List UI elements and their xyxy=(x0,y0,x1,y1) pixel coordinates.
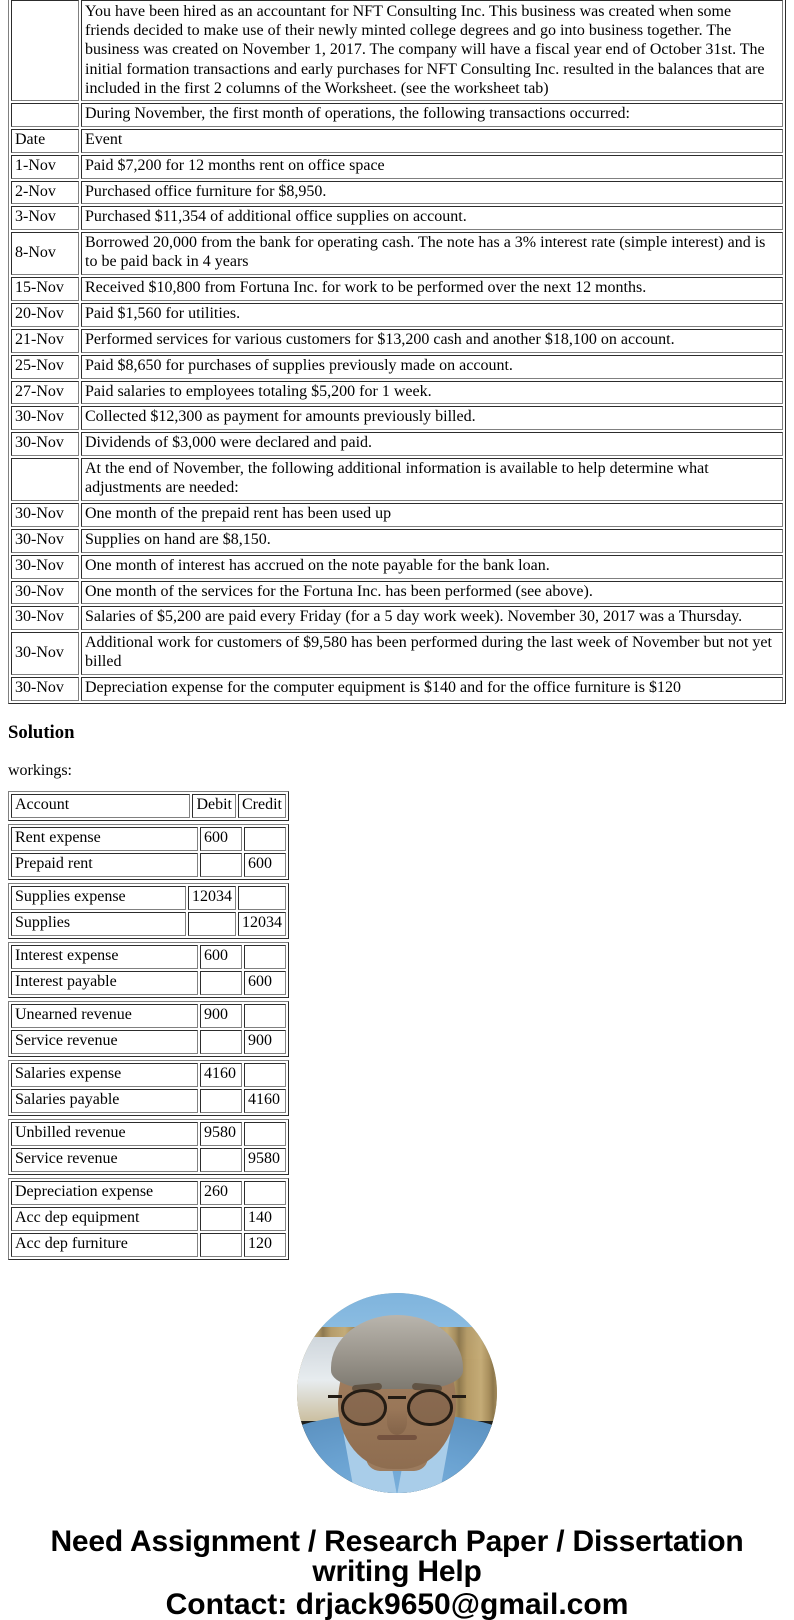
transaction-date: 2-Nov xyxy=(11,181,79,205)
journal-entry-group xyxy=(8,1001,289,1057)
avatar-glasses-temple-left xyxy=(328,1395,342,1398)
journal-account: Acc dep equipment xyxy=(11,1207,198,1231)
transaction-date: 1-Nov xyxy=(11,155,79,179)
journal-credit: 140 xyxy=(244,1207,286,1231)
adjustment-date: 30-Nov xyxy=(11,503,79,527)
journal-row xyxy=(11,1030,286,1054)
transactions-table xyxy=(8,0,786,704)
transaction-event: Borrowed 20,000 from the bank for operating cash. The note has a 3% interest rate (simple interest) and is to be paid back in 4 years xyxy=(81,232,783,275)
adjustment-date: 30-Nov xyxy=(11,529,79,553)
table-row xyxy=(11,581,783,605)
journal-row xyxy=(11,1004,286,1028)
journal-header-table xyxy=(8,791,289,821)
table-row xyxy=(11,677,783,701)
transaction-date: 30-Nov xyxy=(11,432,79,456)
journal-row xyxy=(11,945,286,969)
journal-row xyxy=(11,1089,286,1113)
adjustment-event: One month of interest has accrued on the note payable for the bank loan. xyxy=(81,555,783,579)
journal-account: Salaries expense xyxy=(11,1063,198,1087)
journal-entry-group xyxy=(8,942,289,998)
avatar xyxy=(297,1293,497,1493)
journal-row xyxy=(11,1063,286,1087)
column-header-event: Event xyxy=(81,129,783,153)
journal-credit xyxy=(238,886,286,910)
journal-entry-group xyxy=(8,1060,289,1116)
journal-account: Supplies expense xyxy=(11,886,186,910)
table-row xyxy=(11,503,783,527)
journal-entry-group xyxy=(8,824,289,880)
table-row xyxy=(11,277,783,301)
transactions-intro-text: During November, the first month of operations, the following transactions occurred: xyxy=(81,103,783,127)
journal-debit: 4160 xyxy=(200,1063,242,1087)
journal-account: Unearned revenue xyxy=(11,1004,198,1028)
transaction-event: Paid $7,200 for 12 months rent on office space xyxy=(81,155,783,179)
journal-credit xyxy=(244,1063,286,1087)
journal-header-credit: Credit xyxy=(238,794,286,818)
table-row xyxy=(11,181,783,205)
transaction-event: Paid $8,650 for purchases of supplies previously made on account. xyxy=(81,355,783,379)
avatar-glasses-temple-right xyxy=(452,1395,466,1398)
journal-debit: 9580 xyxy=(200,1122,242,1146)
journal-row xyxy=(11,1207,286,1231)
journal-credit: 600 xyxy=(244,853,286,877)
journal-account: Prepaid rent xyxy=(11,853,198,877)
adjustment-date: 30-Nov xyxy=(11,677,79,701)
journal-entry-group xyxy=(8,1119,289,1175)
journal-debit xyxy=(200,1030,242,1054)
transaction-event: Paid salaries to employees totaling $5,200 for 1 week. xyxy=(81,381,783,405)
solution-heading: Solution xyxy=(8,721,75,743)
journal-debit: 600 xyxy=(200,945,242,969)
transaction-event: Paid $1,560 for utilities. xyxy=(81,303,783,327)
journal-debit xyxy=(188,912,236,936)
adjustment-date: 30-Nov xyxy=(11,606,79,630)
avatar-glasses-bridge xyxy=(388,1396,406,1399)
table-row xyxy=(11,232,783,275)
journal-row xyxy=(11,886,286,910)
journal-account: Interest expense xyxy=(11,945,198,969)
journal-header-account: Account xyxy=(11,794,190,818)
journal-credit xyxy=(244,1181,286,1205)
journal-credit: 900 xyxy=(244,1030,286,1054)
journal-account: Unbilled revenue xyxy=(11,1122,198,1146)
transaction-date: 15-Nov xyxy=(11,277,79,301)
avatar-glasses-lens-left xyxy=(341,1389,387,1426)
table-row xyxy=(11,529,783,553)
column-header-row xyxy=(11,129,783,153)
adjustment-event: One month of the services for the Fortuna Inc. has been performed (see above). xyxy=(81,581,783,605)
journal-debit: 600 xyxy=(200,827,242,851)
intro-row-date-spacer xyxy=(11,0,79,101)
intro-paragraph: You have been hired as an accountant for NFT Consulting Inc. This business was created when some friends decided to make use of their newly minted college degrees and go into business together. The business was created on November 1, 2017. The company will have a fiscal year end of October 31st. The initial formation transactions and early purchases for NFT Consulting Inc. resulted in the balances that are included in the first 2 columns of the Worksheet. (see the worksheet tab) xyxy=(81,0,783,101)
journal-entry-group xyxy=(8,883,289,939)
journal-account: Salaries payable xyxy=(11,1089,198,1113)
table-row xyxy=(11,381,783,405)
adjustment-date: 30-Nov xyxy=(11,555,79,579)
journal-account: Supplies xyxy=(11,912,186,936)
transaction-date: 25-Nov xyxy=(11,355,79,379)
journal-row xyxy=(11,912,286,936)
journal-debit: 260 xyxy=(200,1181,242,1205)
table-row xyxy=(11,555,783,579)
transaction-date: 20-Nov xyxy=(11,303,79,327)
journal-debit: 12034 xyxy=(188,886,236,910)
adjustment-event: Depreciation expense for the computer equipment is $140 and for the office furniture is $120 xyxy=(81,677,783,701)
journal-row xyxy=(11,1233,286,1257)
journal-account: Acc dep furniture xyxy=(11,1233,198,1257)
promo-headline: Need Assignment / Research Paper / Dissertation writing Help xyxy=(50,1524,744,1589)
transactions-table-body xyxy=(11,0,783,701)
transactions-intro-date-spacer xyxy=(11,103,79,127)
journal-row xyxy=(11,1122,286,1146)
transaction-event: Purchased office furniture for $8,950. xyxy=(81,181,783,205)
journal-account: Service revenue xyxy=(11,1030,198,1054)
workings-label: workings: xyxy=(8,762,72,780)
journal-account: Depreciation expense xyxy=(11,1181,198,1205)
transaction-event: Collected $12,300 as payment for amounts previously billed. xyxy=(81,406,783,430)
transaction-event: Received $10,800 from Fortuna Inc. for work to be performed over the next 12 months. xyxy=(81,277,783,301)
journal-debit xyxy=(200,1148,242,1172)
table-row xyxy=(11,329,783,353)
journal-credit xyxy=(244,945,286,969)
journal-credit: 120 xyxy=(244,1233,286,1257)
adjustments-intro-row xyxy=(11,458,783,501)
journal-credit xyxy=(244,1122,286,1146)
journal-debit xyxy=(200,853,242,877)
journal-row xyxy=(11,1148,286,1172)
avatar-nose xyxy=(387,1409,407,1435)
promo-footer xyxy=(8,1524,786,1620)
table-row xyxy=(11,406,783,430)
journal-row xyxy=(11,1181,286,1205)
table-row xyxy=(11,355,783,379)
journal-entry-group xyxy=(8,1178,289,1260)
journal-header-debit: Debit xyxy=(192,794,236,818)
journal-account: Service revenue xyxy=(11,1148,198,1172)
adjustment-event: Salaries of $5,200 are paid every Friday (for a 5 day work week). November 30, 2017 was a Thursday. xyxy=(81,606,783,630)
transaction-date: 3-Nov xyxy=(11,206,79,230)
table-row xyxy=(11,155,783,179)
transaction-date: 27-Nov xyxy=(11,381,79,405)
journal-row xyxy=(11,827,286,851)
table-row xyxy=(11,206,783,230)
journal-header-row xyxy=(11,794,286,818)
journal-credit: 9580 xyxy=(244,1148,286,1172)
adjustments-intro-date-spacer xyxy=(11,458,79,501)
journal-debit xyxy=(200,1207,242,1231)
transaction-date: 8-Nov xyxy=(11,232,79,275)
journal-credit xyxy=(244,1004,286,1028)
journal-debit xyxy=(200,971,242,995)
avatar-glasses-lens-right xyxy=(407,1389,453,1426)
adjustment-event: One month of the prepaid rent has been used up xyxy=(81,503,783,527)
journal-credit: 12034 xyxy=(238,912,286,936)
adjustment-event: Supplies on hand are $8,150. xyxy=(81,529,783,553)
journal-credit: 4160 xyxy=(244,1089,286,1113)
journal-account: Interest payable xyxy=(11,971,198,995)
table-row xyxy=(11,432,783,456)
journal-debit xyxy=(200,1089,242,1113)
adjustment-event: Additional work for customers of $9,580 has been performed during the last week of November but not yet billed xyxy=(81,632,783,675)
transaction-date: 30-Nov xyxy=(11,406,79,430)
transactions-intro-row xyxy=(11,103,783,127)
table-row xyxy=(11,303,783,327)
journal-row xyxy=(11,853,286,877)
journal-account: Rent expense xyxy=(11,827,198,851)
adjustments-intro-text: At the end of November, the following additional information is available to help determine what adjustments are needed: xyxy=(81,458,783,501)
journal-entries-stack xyxy=(8,791,786,1260)
column-header-date: Date xyxy=(11,129,79,153)
adjustment-date: 30-Nov xyxy=(11,581,79,605)
intro-row xyxy=(11,0,783,101)
avatar-mouth xyxy=(377,1435,417,1440)
journal-debit xyxy=(200,1233,242,1257)
table-row xyxy=(11,632,783,675)
transaction-event: Purchased $11,354 of additional office supplies on account. xyxy=(81,206,783,230)
journal-credit xyxy=(244,827,286,851)
transaction-date: 21-Nov xyxy=(11,329,79,353)
adjustment-date: 30-Nov xyxy=(11,632,79,675)
promo-contact: Contact: drjack9650@gmail.com xyxy=(165,1587,629,1620)
transaction-event: Performed services for various customers for $13,200 cash and another $18,100 on account. xyxy=(81,329,783,353)
journal-row xyxy=(11,971,286,995)
transaction-event: Dividends of $3,000 were declared and paid. xyxy=(81,432,783,456)
journal-debit: 900 xyxy=(200,1004,242,1028)
table-row xyxy=(11,606,783,630)
avatar-block xyxy=(8,1293,786,1493)
journal-credit: 600 xyxy=(244,971,286,995)
